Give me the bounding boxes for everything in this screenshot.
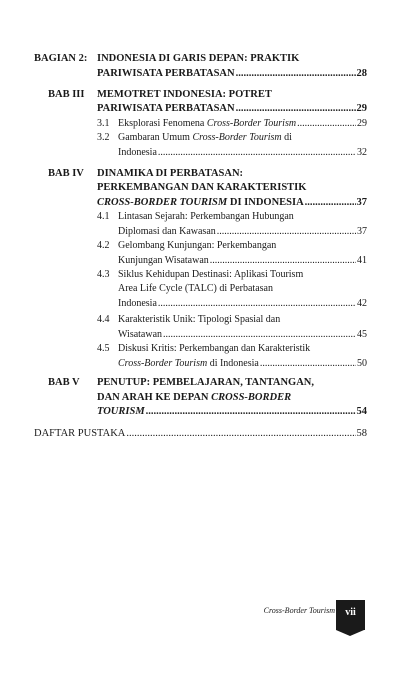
leader-dots: [210, 254, 356, 267]
bagian-2-title: INDONESIA DI GARIS DEPAN: PRAKTIK: [97, 53, 300, 64]
page-number: 37: [357, 226, 367, 237]
bagian-2-entry[interactable]: [97, 67, 367, 80]
bab-3-label: BAB III: [48, 89, 85, 100]
leader-dots: [236, 102, 356, 115]
page-number: 32: [357, 147, 367, 158]
section-4-3-num: 4.3: [97, 269, 110, 280]
section-3-1-entry[interactable]: [118, 117, 367, 130]
section-4-1-title: Lintasan Sejarah: Perkembangan Hubungan: [118, 211, 294, 222]
section-4-2-num: 4.2: [97, 240, 110, 251]
section-3-1-title: Eksplorasi Fenomena Cross-Border Tourism: [118, 118, 297, 129]
bab-4-entry[interactable]: [97, 196, 367, 209]
section-4-3-entry[interactable]: [118, 297, 367, 310]
page-number: 58: [356, 428, 367, 439]
leader-dots: [236, 67, 356, 80]
bab-4-title: DINAMIKA DI PERBATASAN:: [97, 168, 244, 179]
section-4-2-title: Gelombang Kunjungan: Perkembangan: [118, 240, 277, 251]
leader-dots: [305, 196, 356, 209]
section-4-5-title-cont: Cross-Border Tourism di Indonesia: [118, 358, 259, 369]
section-4-5-num: 4.5: [97, 343, 110, 354]
leader-dots: [158, 146, 356, 159]
page-number: 42: [357, 298, 367, 309]
running-title: Cross-Border Tourism: [263, 606, 335, 615]
section-4-5-entry[interactable]: [118, 357, 367, 370]
section-3-1-num: 3.1: [97, 118, 110, 129]
section-3-2-entry[interactable]: [118, 146, 367, 159]
bab-3-entry[interactable]: [97, 102, 367, 115]
page-number: 41: [357, 255, 367, 266]
section-3-2-title-cont: Indonesia: [118, 147, 157, 158]
page-number: 29: [357, 118, 367, 129]
page-number: 28: [356, 68, 367, 79]
leader-dots: [126, 427, 355, 440]
bab-4-label: BAB IV: [48, 168, 84, 179]
page-number-tab: vii: [336, 600, 365, 630]
section-4-2-title-cont: Kunjungan Wisatawan: [118, 255, 209, 266]
bab-5-title-2: DAN ARAH KE DEPAN CROSS-BORDER: [97, 392, 292, 403]
bab-5-title: PENUTUP: PEMBELAJARAN, TANTANGAN,: [97, 377, 315, 388]
leader-dots: [158, 297, 356, 310]
section-4-1-title-cont: Diplomasi dan Kawasan: [118, 226, 216, 237]
bagian-2-title-cont: PARIWISATA PERBATASAN: [97, 68, 235, 79]
page-number: 37: [356, 197, 367, 208]
bab-5-label: BAB V: [48, 377, 80, 388]
bab-4-title-3: CROSS-BORDER TOURISM DI INDONESIA: [97, 197, 304, 208]
bab-5-entry[interactable]: [97, 405, 367, 418]
section-4-4-title: Karakteristik Unik: Tipologi Spasial dan: [118, 314, 281, 325]
bab-5-title-3: TOURISM: [97, 406, 145, 417]
page-number: 50: [357, 358, 367, 369]
section-4-4-title-cont: Wisatawan: [118, 329, 163, 340]
section-4-2-entry[interactable]: [118, 254, 367, 267]
leader-dots: [163, 328, 356, 341]
page-number: 54: [356, 406, 367, 417]
leader-dots: [297, 117, 356, 130]
leader-dots: [217, 225, 356, 238]
daftar-pustaka-entry[interactable]: [34, 427, 367, 440]
section-4-1-num: 4.1: [97, 211, 110, 222]
section-4-3-title-2: Area Life Cycle (TALC) di Perbatasan: [118, 283, 273, 294]
bagian-2-label: BAGIAN 2:: [34, 53, 88, 64]
bab-3-title-cont: PARIWISATA PERBATASAN: [97, 103, 235, 114]
section-4-3-title: Siklus Kehidupan Destinasi: Aplikasi Tourism: [118, 269, 304, 280]
daftar-pustaka-label: DAFTAR PUSTAKA: [34, 428, 126, 439]
section-4-5-title: Diskusi Kritis: Perkembangan dan Karakteristik: [118, 343, 311, 354]
page-number: 29: [356, 103, 367, 114]
section-3-2-num: 3.2: [97, 132, 110, 143]
section-4-1-entry[interactable]: [118, 225, 367, 238]
page-number: 45: [357, 329, 367, 340]
section-3-2-title: Gambaran Umum Cross-Border Tourism di: [118, 132, 292, 143]
section-4-3-title-cont: Indonesia: [118, 298, 157, 309]
section-4-4-num: 4.4: [97, 314, 110, 325]
bab-4-title-2: PERKEMBANGAN DAN KARAKTERISTIK: [97, 182, 307, 193]
leader-dots: [146, 405, 356, 418]
section-4-4-entry[interactable]: [118, 328, 367, 341]
leader-dots: [260, 357, 356, 370]
bab-3-title: MEMOTRET INDONESIA: POTRET: [97, 89, 272, 100]
